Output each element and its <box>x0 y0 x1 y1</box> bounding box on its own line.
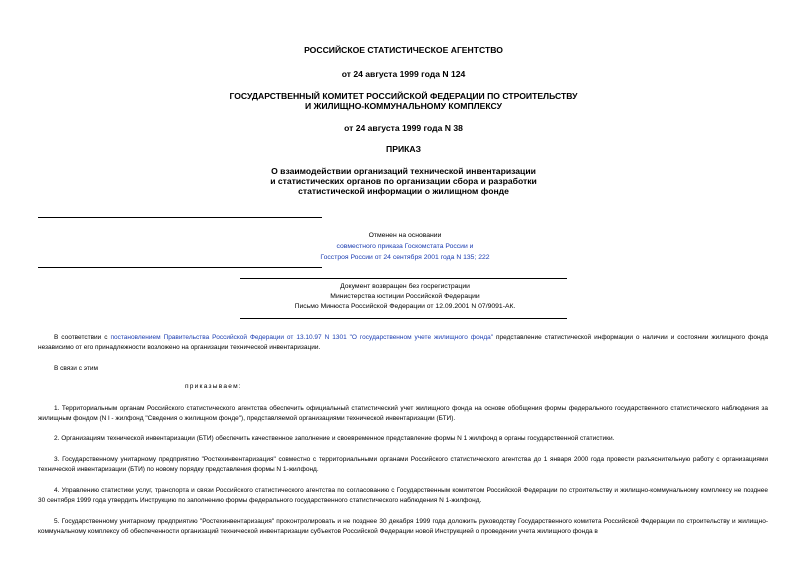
item-text: 1. Территориальным органам Российского статистического агентства обеспечить официальный статистический учет жилищного фонда на основе обобщения формы федерального государственного статистического наблюдения за жилищным фондом (N l - жилфонд "Сведения о жилищном фонде"), представляемой организациями технической инвентаризации (БТИ). <box>38 405 768 422</box>
committee-name-line2: И ЖИЛИЩНО-КОММУНАЛЬНОМУ КОМПЛЕКСУ <box>305 101 502 111</box>
intro-text-post: представление статистической информации о наличии и состоянии жилищного фонда независимо от его принадлежности возложено на организации технической инвентаризации. <box>38 334 769 351</box>
item-paragraph-1 <box>38 404 768 424</box>
agency-name: РОССИЙСКОЕ СТАТИСТИЧЕСКОЕ АГЕНТСТВО <box>304 45 503 55</box>
cancel-note-link1[interactable]: совместного приказа Госкомстата России и <box>336 243 474 250</box>
subject-line1: О взаимодействии организаций технической инвентаризации <box>271 166 536 176</box>
item-text: 5. Государственному унитарному предприятию "Ростехинвентаризация" проконтролировать и не позднее 30 декабря 1999 года доложить руководству Государственного комитета Российской Федерации по строительству и жилищно-коммунальному комплексу об обеспеченности организаций технической инвентаризации субъектов Российской Федерации новой Инструкцией о проведении учета жилищного фонда в <box>38 518 768 535</box>
agency-order-date: от 24 августа 1999 года N 124 <box>341 69 466 79</box>
divider <box>38 217 322 218</box>
divider <box>240 318 567 319</box>
item-text: 2. Организациям технической инвентаризации (БТИ) обеспечить качественное заполнение и своевременное представление формы N 1 жилфонд в органы государственной статистики. <box>54 435 615 442</box>
item-paragraph-3 <box>38 455 768 475</box>
divider <box>38 267 322 268</box>
subject-line2: и статистических органов по организации сбора и разработки <box>270 176 537 186</box>
document-type: ПРИКАЗ <box>386 144 421 154</box>
item-paragraph-2 <box>38 434 768 444</box>
subject-line3: статистической информации о жилищном фонде <box>298 186 509 196</box>
return-note-line1: Документ возвращен без госрегистрации <box>340 283 470 290</box>
committee-name-line1: ГОСУДАРСТВЕННЫЙ КОМИТЕТ РОССИЙСКОЙ ФЕДЕРАЦИИ ПО СТРОИТЕЛЬСТВУ <box>229 91 578 101</box>
cancel-note-text: Отменен на основании <box>368 232 442 239</box>
in-connection-paragraph <box>38 364 768 374</box>
item-paragraph-4 <box>38 486 768 506</box>
item-paragraph-5 <box>38 517 768 537</box>
item-text: 3. Государственному унитарному предприятию "Ростехинвентаризация" совместно с территориальными органами Российского статистического агентства до 1 января 2000 года провести разъяснительную работу с организациями технической инвентаризации (БТИ) по новому порядку представления формы N 1-жилфонд. <box>38 456 768 473</box>
committee-order-date: от 24 августа 1999 года N 38 <box>344 123 463 133</box>
return-note-line3: Письмо Минюста Российской Федерации от 12.09.2001 N 07/9091-АК. <box>294 303 516 310</box>
item-text: 4. Управлению статистики услуг, транспорта и связи Российского статистического агентства по согласованию с Государственным комитетом Российской Федерации по строительству и жилищно-коммунальному комплексу не позднее 30 сентября 1999 года утвердить Инструкцию по заполнению формы федерального государственного статистического наблюдения N 1-жилфонд. <box>38 487 768 504</box>
order-word: приказываем: <box>185 383 242 390</box>
intro-text-pre: В соответствии с <box>54 334 111 341</box>
government-decree-link[interactable]: постановлением Правительства Российской Федерации от 13.10.97 N 1301 "О государственном учете жилищного фонда" <box>110 334 494 341</box>
divider <box>240 278 567 279</box>
in-connection-text: В связи с этим <box>54 365 99 372</box>
cancel-note-link2[interactable]: Госстроя России от 24 сентября 2001 года N 135; 222 <box>320 254 490 261</box>
intro-paragraph <box>38 333 768 353</box>
return-note-line2: Министерства юстиции Российской Федерации <box>330 293 480 300</box>
